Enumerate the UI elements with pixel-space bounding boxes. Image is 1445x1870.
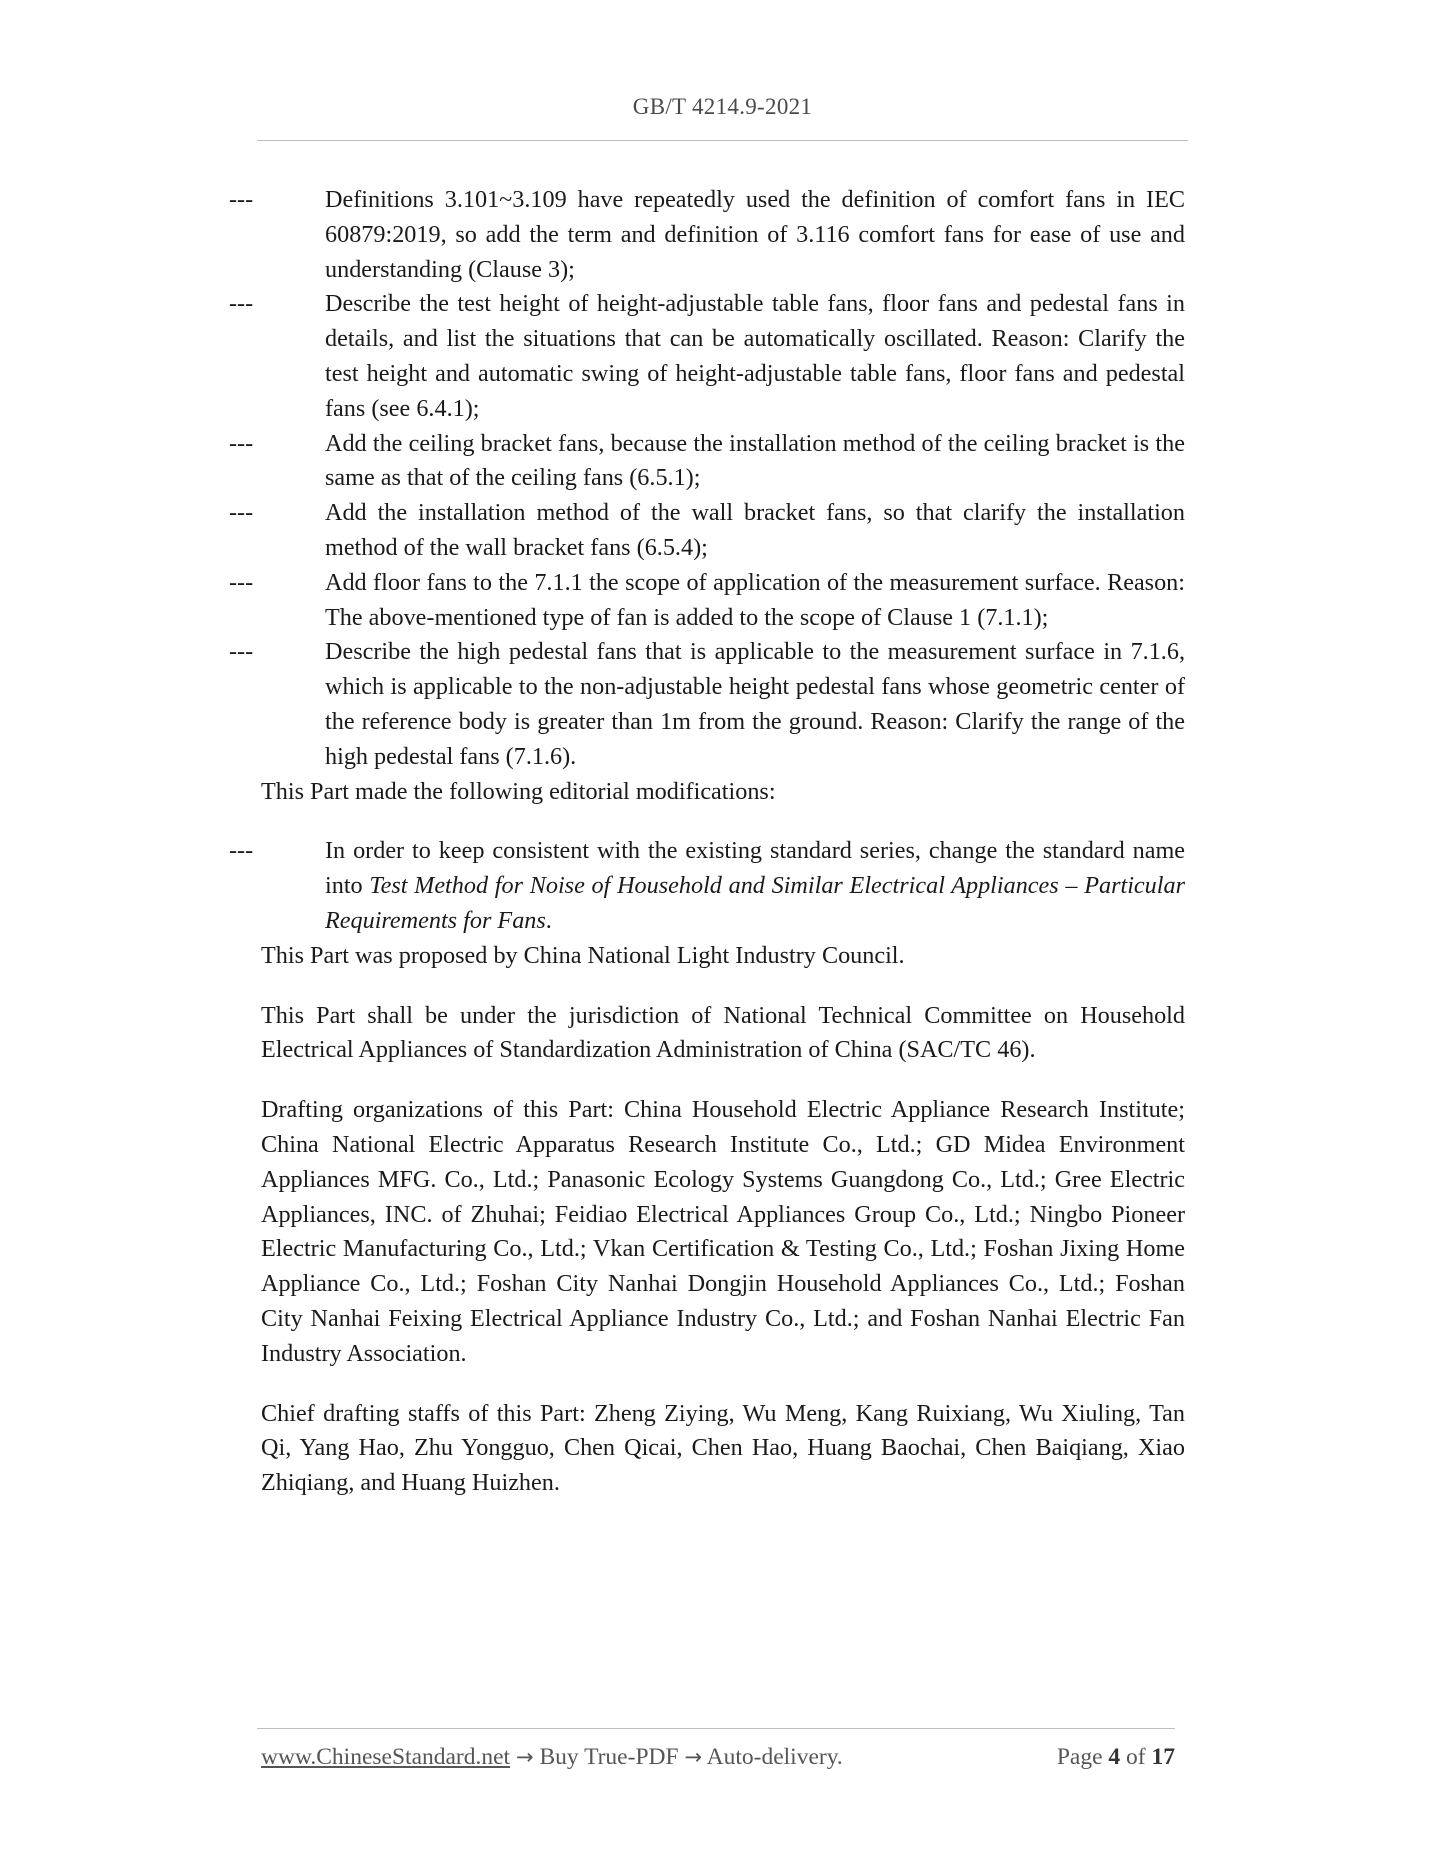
list-item — [229, 427, 1185, 497]
footer-left — [261, 1744, 843, 1771]
standard-name-italic: Test Method for Noise of Household and Similar Electrical Appliances – Particular Requirements for Fans — [325, 872, 1185, 934]
auto-delivery-text: Auto-delivery. — [706, 1744, 843, 1770]
page-number — [1057, 1744, 1175, 1771]
list-dash: --- — [229, 568, 254, 596]
list-item-text: Describe the test height of height-adjustable table fans, floor fans and pedestal fans in details, and list the situations that can be automatically oscillated. Reason: Clarify the test height and automatic swing of height-adjustable table fans, floor fans and pedestal fans (see 6.4.1); — [325, 290, 1185, 422]
arrow-right-icon: → — [515, 1745, 534, 1769]
standard-number-header: GB/T 4214.9-2021 — [632, 94, 813, 119]
page-label: Page — [1056, 1744, 1103, 1770]
drafting-organizations-paragraph: Drafting organizations of this Part: China Household Electric Appliance Research Institute; China National Electric Apparatus Research Institute Co., Ltd.; GD Midea Environment Appliances MFG. Co., Ltd.; Panasonic Ecology Systems Guangdong Co., Ltd.; Gree Electric Appliances, INC. of Zhuhai; Feidiao Electrical Appliances Group Co., Ltd.; Ningbo Pioneer Electric Manufacturing Co., Ltd.; Vkan Certification & Testing Co., Ltd.; Foshan Jixing Home Appliance Co., Ltd.; Foshan City Nanhai Dongjin Household Appliances Co., Ltd.; Foshan City Nanhai Feixing Electrical Appliance Industry Co., Ltd.; and Foshan Nanhai Electric Fan Industry Association. — [261, 1096, 1185, 1367]
list-item-text: Add the ceiling bracket fans, because the installation method of the ceiling bracket is the same as that of the ceiling fans (6.5.1); — [325, 429, 1185, 492]
list-item-text: Add floor fans to the 7.1.1 the scope of application of the measurement surface. Reason: The above-mentioned type of fan is added to the scope of Clause 1 (7.1.1); — [325, 568, 1185, 631]
of-label: of — [1126, 1744, 1146, 1770]
list-dash: --- — [229, 290, 254, 318]
total-pages: 17 — [1151, 1744, 1175, 1770]
list-item — [229, 566, 1185, 636]
current-page: 4 — [1108, 1744, 1121, 1770]
list-dash: --- — [229, 186, 254, 213]
list-dash: --- — [229, 499, 254, 527]
list-item-text: Definitions 3.101~3.109 have repeatedly used the definition of comfort fans in IEC 60879:2019, so add the term and definition of 3.116 comfort fans for ease of use and understanding (Clause 3); — [325, 186, 1185, 283]
editorial-text-prefix: In order to keep consistent with the existing standard series, change the standard name into — [325, 837, 1185, 900]
list-item-text: Add the installation method of the wall bracket fans, so that clarify the installation method of the wall bracket fans (6.5.4); — [325, 499, 1185, 561]
drafting-staff-paragraph: Chief drafting staffs of this Part: Zheng Ziying, Wu Meng, Kang Ruixiang, Wu Xiuling, Tan Qi, Yang Hao, Zhu Yongguo, Chen Qicai, Chen Hao, Huang Baochai, Chen Baiqiang, Xiao Zhiqiang, and Huang Huizhen. — [261, 1399, 1185, 1497]
list-item — [229, 635, 1185, 774]
list-dash: --- — [229, 837, 254, 865]
list-item — [229, 496, 1185, 566]
list-item — [229, 287, 1185, 426]
footer-divider — [257, 1728, 1175, 1729]
editorial-intro: This Part made the following editorial modifications: — [261, 777, 776, 805]
editorial-list-item — [229, 834, 1185, 938]
list-item — [229, 183, 1185, 287]
list-dash: --- — [229, 429, 254, 457]
document-body — [229, 183, 1185, 1526]
editorial-text-suffix: . — [545, 906, 552, 934]
list-item-text: Describe the high pedestal fans that is applicable to the measurement surface in 7.1.6, which is applicable to the non-adjustable height pedestal fans whose geometric center of the reference body is greater than 1m from the ground. Reason: Clarify the range of the high pedestal fans (7.1.6). — [325, 638, 1185, 770]
chinesestandard-link[interactable]: www.ChineseStandard.net — [261, 1744, 511, 1770]
header-divider — [257, 140, 1188, 141]
jurisdiction-paragraph: This Part shall be under the jurisdiction of National Technical Committee on Household Electrical Appliances of Standardization Administration of China (SAC/TC 46). — [261, 1001, 1185, 1064]
arrow-right-icon: → — [684, 1745, 703, 1769]
proposed-paragraph: This Part was proposed by China National Light Industry Council. — [261, 941, 905, 969]
list-dash: --- — [229, 638, 254, 666]
buy-true-pdf-text: Buy True-PDF — [539, 1744, 679, 1770]
